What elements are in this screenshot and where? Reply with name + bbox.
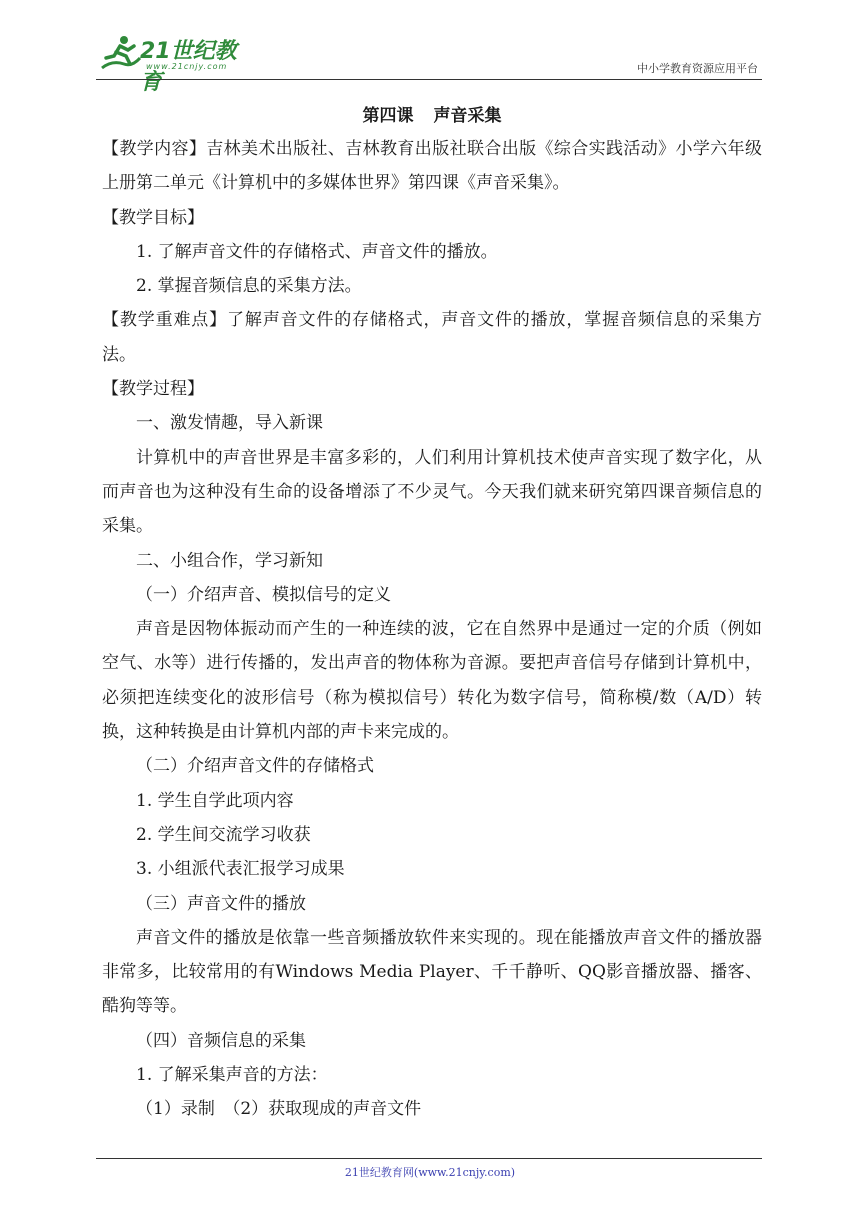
subheading: （一）介绍声音、模拟信号的定义 [136,584,391,605]
body-paragraph: 计算机中的声音世界是丰富多彩的，人们利用计算机技术使声音实现了数字化，从而声音也为这种没有生命的设备增添了不少灵气。今天我们就来研究第四课音频信息的采集。 [102,447,762,537]
document-body [102,100,762,1127]
body-paragraph: 声音文件的播放是依靠一些音频播放软件来实现的。现在能播放声音文件的播放器非常多，比较常用的有Windows Media Player、千千静听、QQ影音播放器、播客、酷狗等等。 [102,927,762,1017]
page-title [102,100,762,132]
teaching-content: 【教学内容】吉林美术出版社、吉林教育出版社联合出版《综合实践活动》小学六年级上册第二单元《计算机中的多媒体世界》第四课《声音采集》。 [102,139,762,194]
list-item: 1. 了解采集声音的方法： [136,1065,328,1086]
subheading: （三）声音文件的播放 [136,893,306,914]
page-header [96,30,762,95]
subheading: （二）介绍声音文件的存储格式 [136,756,374,777]
list-item: 3. 小组派代表汇报学习成果 [136,859,345,880]
key-points: 【教学重难点】了解声音文件的存储格式，声音文件的播放，掌握音频信息的采集方法。 [102,310,762,365]
body-paragraph: 声音是因物体振动而产生的一种连续的波，它在自然界中是通过一定的介质（例如空气、水等）进行传播的，发出声音的物体称为音源。要把声音信号存储到计算机中，必须把连续变化的波形信号（称为模拟信号）转化为数字信号，简称模/数（A/D）转换，这种转换是由计算机内部的声卡来完成的。 [102,619,762,743]
runner-logo-icon [98,34,142,74]
footer-divider [96,1158,762,1159]
page-footer[interactable]: 21世纪教育网(www.21cnjy.com) [344,1166,516,1179]
section-heading-goals: 【教学目标】 [102,207,204,228]
site-logo[interactable] [96,30,256,95]
list-item: 1. 学生自学此项内容 [136,790,294,811]
subheading: （四）音频信息的采集 [136,1030,306,1051]
lesson-name: 声音采集 [433,106,502,126]
logo-wordmark: 21世纪教育 [140,39,237,95]
lesson-number: 第四课 [362,106,414,126]
platform-name: 中小学教育资源应用平台 [637,62,758,75]
list-item: 2. 学生间交流学习收获 [136,824,311,845]
goal-item: 1. 了解声音文件的存储格式、声音文件的播放。 [136,241,498,262]
logo-url: www.21cnjy.com [146,62,228,71]
subheading: 二、小组合作，学习新知 [136,550,323,571]
section-heading-process: 【教学过程】 [102,379,204,400]
goal-item: 2. 掌握音频信息的采集方法。 [136,276,362,297]
list-item: （1）录制 （2）获取现成的声音文件 [136,1099,422,1120]
header-divider [96,79,762,80]
subheading: 一、激发情趣，导入新课 [136,413,323,434]
